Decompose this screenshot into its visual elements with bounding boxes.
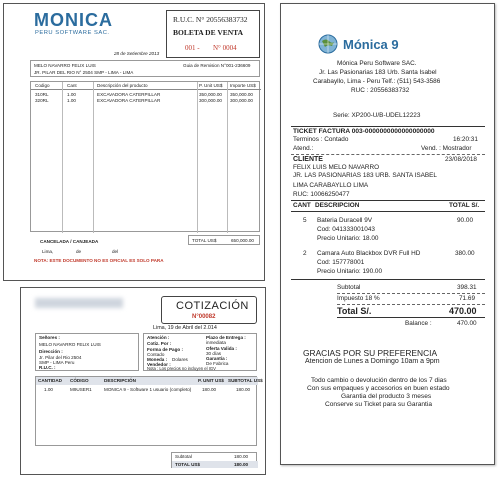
- row2-desc: EXCAVADORA CATERPILLAR: [97, 98, 161, 103]
- ticket-factura: TICKET FACTURA 003-0000000000000000000: [293, 128, 435, 135]
- item1-total: 90.00: [457, 217, 473, 224]
- crow-code: M9USER1: [70, 387, 92, 392]
- row1-punit: 350,000.00: [199, 92, 222, 97]
- ticket-brand: Mónica 9: [343, 37, 399, 52]
- ticket-total-label: Total S/.: [337, 306, 372, 316]
- ticket-atend: Atend.:: [293, 145, 314, 152]
- guia-remision: Guia de Remision N°001-236609: [183, 63, 251, 68]
- forma-pago: Contado: [147, 352, 165, 357]
- item1-desc: Bateria Duracell 9V: [317, 217, 373, 224]
- boleta-logo-subtitle: PERU SOFTWARE SAC.: [35, 30, 110, 36]
- ticket-footer-1: Todo cambio o devolución dentro de los 7 dias: [311, 377, 447, 384]
- boleta-total-box: [188, 235, 260, 245]
- cotizacion-client: MELO NAVARRO FELIX LUIS: [39, 342, 101, 347]
- cancelada-label: CANCELADA / CANJEADA: [40, 239, 99, 244]
- item1-cod: Cod: 041333001043: [317, 226, 375, 233]
- th-cant-ticket: CANT: [293, 202, 311, 209]
- ticket-address: Jr. Las Pasionarias 183 Urb. Santa Isabel: [319, 69, 437, 76]
- precios-note: Nota : Los precios no incluyen el IGV: [147, 366, 216, 371]
- cot-total-label: TOTAL US$: [175, 462, 201, 467]
- ticket-footer-4: Conserve su Ticket para su Garantia: [325, 401, 433, 408]
- ticket-terminos: Terminos : Contado: [293, 136, 349, 143]
- cliente-label: CLIENTE: [293, 156, 323, 163]
- ticket-footer-2: Con sus empaques y accesorios en buen estado: [307, 385, 450, 392]
- ticket-gracias: GRACIAS POR SU PREFERENCIA: [303, 348, 438, 358]
- th-importe: Importe US$: [230, 83, 256, 88]
- item2-desc: Camara Auto Blackbox DVR Full HD: [317, 250, 421, 257]
- cth-descripcion: DESCRIPCIÓN: [104, 378, 136, 383]
- boleta-total-value: 650,000.00: [231, 238, 254, 243]
- boleta-ruc: R.U.C. N° 20556383732: [173, 15, 248, 24]
- item2-cod: Cod: 157778001: [317, 259, 365, 266]
- senores-label: Señores :: [39, 335, 60, 340]
- ticket-receipt: [280, 3, 495, 465]
- cotizacion-date: Lima, 19 de Abril del 2.014: [153, 325, 217, 331]
- plazo: inmediata: [206, 340, 226, 345]
- cliente-addr1: JR. LAS PASIONARIAS 183 URB. SANTA ISABEL: [293, 172, 437, 179]
- cth-codigo: CÓDIGO: [70, 378, 89, 383]
- th-cant: Cant: [67, 83, 77, 88]
- ticket-balance-value: 470.00: [457, 320, 477, 327]
- cliente-addr2: LIMA CARABAYLLO LIMA: [293, 182, 369, 189]
- cotizacion-title: COTIZACIÓN: [176, 300, 249, 312]
- cot-subtotal-label: Subtotal: [175, 454, 192, 459]
- ticket-balance-label: Balance :: [405, 320, 432, 327]
- vendedor-label: Vendedor :: [147, 362, 171, 367]
- ticket-subtotal-label: Subtotal: [337, 284, 361, 291]
- cth-subtotal: SUBTOTAL US$: [228, 378, 263, 383]
- cth-cantidad: CANTIDAD: [38, 378, 62, 383]
- item2-pu: Precio Unitario: 190.00: [317, 268, 383, 275]
- boleta-logo: MONICA: [34, 10, 113, 30]
- cliente-date: 23/08/2018: [445, 156, 477, 163]
- globe-logo-icon: [317, 34, 339, 59]
- client-box: [30, 60, 260, 77]
- ticket-impuesto-value: 71.69: [459, 295, 475, 302]
- row1-desc: EXCAVADORA CATERPILLAR: [97, 92, 161, 97]
- moneda: Dolares: [172, 357, 188, 362]
- item2-total: 380.00: [455, 250, 475, 257]
- client-name: MELO NAVARRO FELIX LUIS: [34, 63, 96, 68]
- cotizacion-direccion: Jr. Pilar del Rio 2504: [39, 355, 82, 360]
- boleta-serie: 001 -: [185, 44, 200, 52]
- items-table: [30, 81, 260, 232]
- row2-importe: 300,000.00: [230, 98, 253, 103]
- cotizacion-number: N°00082: [192, 314, 216, 320]
- cliente-ruc: RUC: 10066250477: [293, 191, 350, 198]
- th-desc-ticket: DESCRIPCION: [315, 202, 360, 209]
- ticket-time: 16:20:31: [453, 136, 478, 143]
- garantia: De Fabrica: [206, 361, 229, 366]
- cot-total-value: 180.00: [234, 462, 249, 467]
- crow-subtotal: 180.00: [236, 387, 251, 392]
- row1-importe: 350,000.00: [230, 92, 253, 97]
- ticket-horario: Atencion de Lunes a Domingo 10am a 9pm: [305, 358, 440, 365]
- boleta-nota: NOTA: ESTE DOCUMENTO NO ES OFICIAL ES SOLO PARA: [34, 258, 164, 263]
- crow-desc: MONICA 9 - Software 1 usuario (completo): [104, 387, 192, 392]
- boleta-number: N° 0004: [213, 44, 237, 52]
- cotizacion-title-box: [161, 296, 257, 324]
- item1-cant: 5: [303, 217, 307, 224]
- ruc-label: R.U.C. :: [39, 365, 56, 370]
- ticket-vend: Vend. : Mostrador: [421, 145, 472, 152]
- row2-code: 320RL: [35, 98, 49, 103]
- cotizacion-document: [20, 287, 266, 475]
- item2-cant: 2: [303, 250, 307, 257]
- direccion-label: Dirección :: [39, 349, 63, 354]
- cotizacion-direccion2: SMP - LIMA Peru: [39, 360, 75, 365]
- cotiz-label: Cotiz. Por :: [147, 341, 172, 346]
- ticket-total-value: 470.00: [449, 306, 477, 316]
- forma-pago-label: Forma de Pago :: [147, 347, 183, 352]
- cotizacion-client-box: [35, 333, 139, 371]
- garantia-label: Garantía :: [206, 356, 228, 361]
- row2-cant: 1.00: [67, 98, 76, 103]
- ticket-footer-3: Garantia del producto 3 meses: [341, 393, 432, 400]
- moneda-label: Moneda :: [147, 357, 168, 362]
- cotizacion-table: [35, 376, 263, 446]
- boleta-total-label: TOTAL US$: [192, 238, 217, 243]
- lima-label: Lima,: [42, 249, 54, 254]
- boleta-document: [3, 3, 265, 281]
- ticket-subtotal-value: 398.31: [457, 284, 477, 291]
- item1-pu: Precio Unitario: 18.00: [317, 235, 379, 242]
- th-descripcion: Descripción del producto: [97, 83, 148, 88]
- del-label: del: [112, 249, 119, 254]
- th-codigo: Codigo: [35, 83, 50, 88]
- validez: 30 días: [206, 351, 222, 356]
- row1-cant: 1.00: [67, 92, 76, 97]
- ticket-serie: Serie: XP200-U/B-UDEL12223: [333, 112, 421, 119]
- ticket-company: Mónica Peru Software SAC.: [337, 60, 417, 67]
- th-total-ticket: TOTAL S/.: [449, 202, 480, 209]
- ticket-ruc: RUC : 20556383732: [351, 87, 410, 94]
- row1-code: 310RL: [35, 92, 49, 97]
- boleta-date: 28 de Setiembre 2013: [114, 51, 160, 56]
- cliente-name: FELIX LUIS MELO NAVARRO: [293, 164, 380, 171]
- crow-punit: 180.00: [202, 387, 217, 392]
- cotizacion-logo-blurred: [35, 298, 123, 308]
- atencion-label: Atención :: [147, 335, 170, 340]
- cotizacion-totals: [171, 452, 257, 468]
- crow-cant: 1.00: [44, 387, 53, 392]
- ruc-box: [166, 10, 260, 58]
- de-label: de: [76, 249, 82, 254]
- cth-punit: P. UNIT US$: [198, 378, 224, 383]
- validez-label: Oferta Valida :: [206, 346, 237, 351]
- plazo-label: Plazo de Entrega :: [206, 335, 246, 340]
- boleta-title: BOLETA DE VENTA: [173, 28, 244, 37]
- ticket-city: Carabayllo, Lima - Peru Telf.: (511) 543-3586: [313, 78, 441, 85]
- row2-punit: 300,000.00: [199, 98, 222, 103]
- ticket-impuesto-label: Impuesto 18 %: [337, 295, 380, 302]
- client-address: JR. PILAR DEL RIO N° 2504 SMP - LIMA - LIMA: [34, 70, 134, 75]
- th-punit: P. Unit US$: [199, 83, 223, 88]
- cot-subtotal-value: 180.00: [234, 454, 249, 459]
